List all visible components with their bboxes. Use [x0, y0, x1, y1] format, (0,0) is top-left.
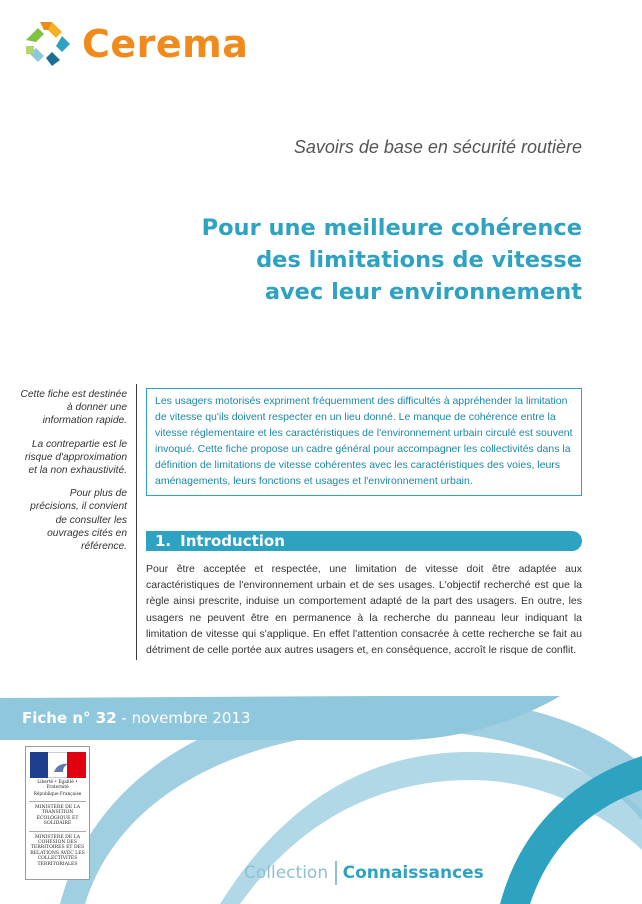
marianne-flag: [30, 752, 86, 778]
cerema-arrows-icon: [22, 18, 74, 70]
fiche-date: - novembre 2013: [116, 709, 251, 727]
collection-label: [244, 861, 484, 885]
section-number: 1.: [155, 532, 172, 550]
collection-separator: [335, 861, 337, 885]
brand-name: Cerema: [82, 22, 249, 66]
ministry-ecology: MINISTÈRE DE LA TRANSITION ÉCOLOGIQUE ET SOLIDAIRE: [34, 805, 81, 827]
government-emblem: [25, 746, 90, 880]
cerema-logo: [22, 18, 248, 70]
collection-word: Collection: [244, 863, 329, 883]
series-title: Savoirs de base en sécurité routière: [293, 137, 582, 157]
fiche-number: Fiche n° 32: [22, 709, 117, 727]
title-line-3: avec leur environnement: [264, 279, 582, 305]
ministry-territories: MINISTÈRE DE LA COHÉSION DES TERRITOIRES ET DES RELATIONS AVEC LES COLLECTIVITÉS TERRITORIALES: [30, 834, 85, 867]
section-body: Pour être acceptée et respectée, une limitation de vitesse doit être adaptée aux caractéristiques de l'environnement urbain et de ses usages. L'objectif recherché est que la règle ainsi prescrite, induise un comportement adapté de la part des usagers. En outre, les usagers ne peuvent être en permanence à la recherche du panneau leur indiquant la limitation de vitesse qui s'applique. En effet l'attention consacrée à cette recherche se fait au détriment de celle portée aux autres usagers et, en conséquence, accroît le risque de conflit.: [146, 563, 582, 657]
section-label: Introduction: [180, 532, 285, 550]
marianne-icon: [36, 754, 80, 776]
title-line-2: des limitations de vitesse: [256, 247, 582, 273]
fiche-label: [22, 709, 251, 727]
collection-name: Connaissances: [342, 863, 484, 883]
sidebar-notes: [20, 388, 127, 563]
title-line-1: Pour une meilleure cohérence: [201, 215, 582, 241]
republic-motto: Liberté • Égalité • Fraternité: [37, 780, 78, 790]
column-divider: [136, 384, 137, 660]
republic-name: République Française: [33, 792, 82, 797]
sidebar-note-2: La contrepartie est le risque d'approximation et la non exhaustivité.: [24, 438, 127, 477]
sidebar-note-1: Cette fiche est destinée à donner une information rapide.: [20, 389, 127, 427]
sidebar-note-3: Pour plus de précisions, il convient de consulter les ouvrages cités en référence.: [30, 488, 127, 553]
section-heading: [146, 531, 582, 551]
abstract-box: Les usagers motorisés expriment fréquemment des difficultés à appréhender la limitation de vitesse qu'ils doivent respecter en un lieu donné. Le manque de cohérence entre la vitesse réglementaire et les caractéristiques de l'environnement urbain circulé est souvent invoqué. Cette fiche propose un cadre général pour accompagner les collectivités dans la définition de limitations de vitesse cohérentes avec les caractéristiques des voies, leurs aménagements, leurs fonctions et usages et l'environnement urbain.: [146, 388, 582, 496]
page-title: [162, 212, 582, 308]
